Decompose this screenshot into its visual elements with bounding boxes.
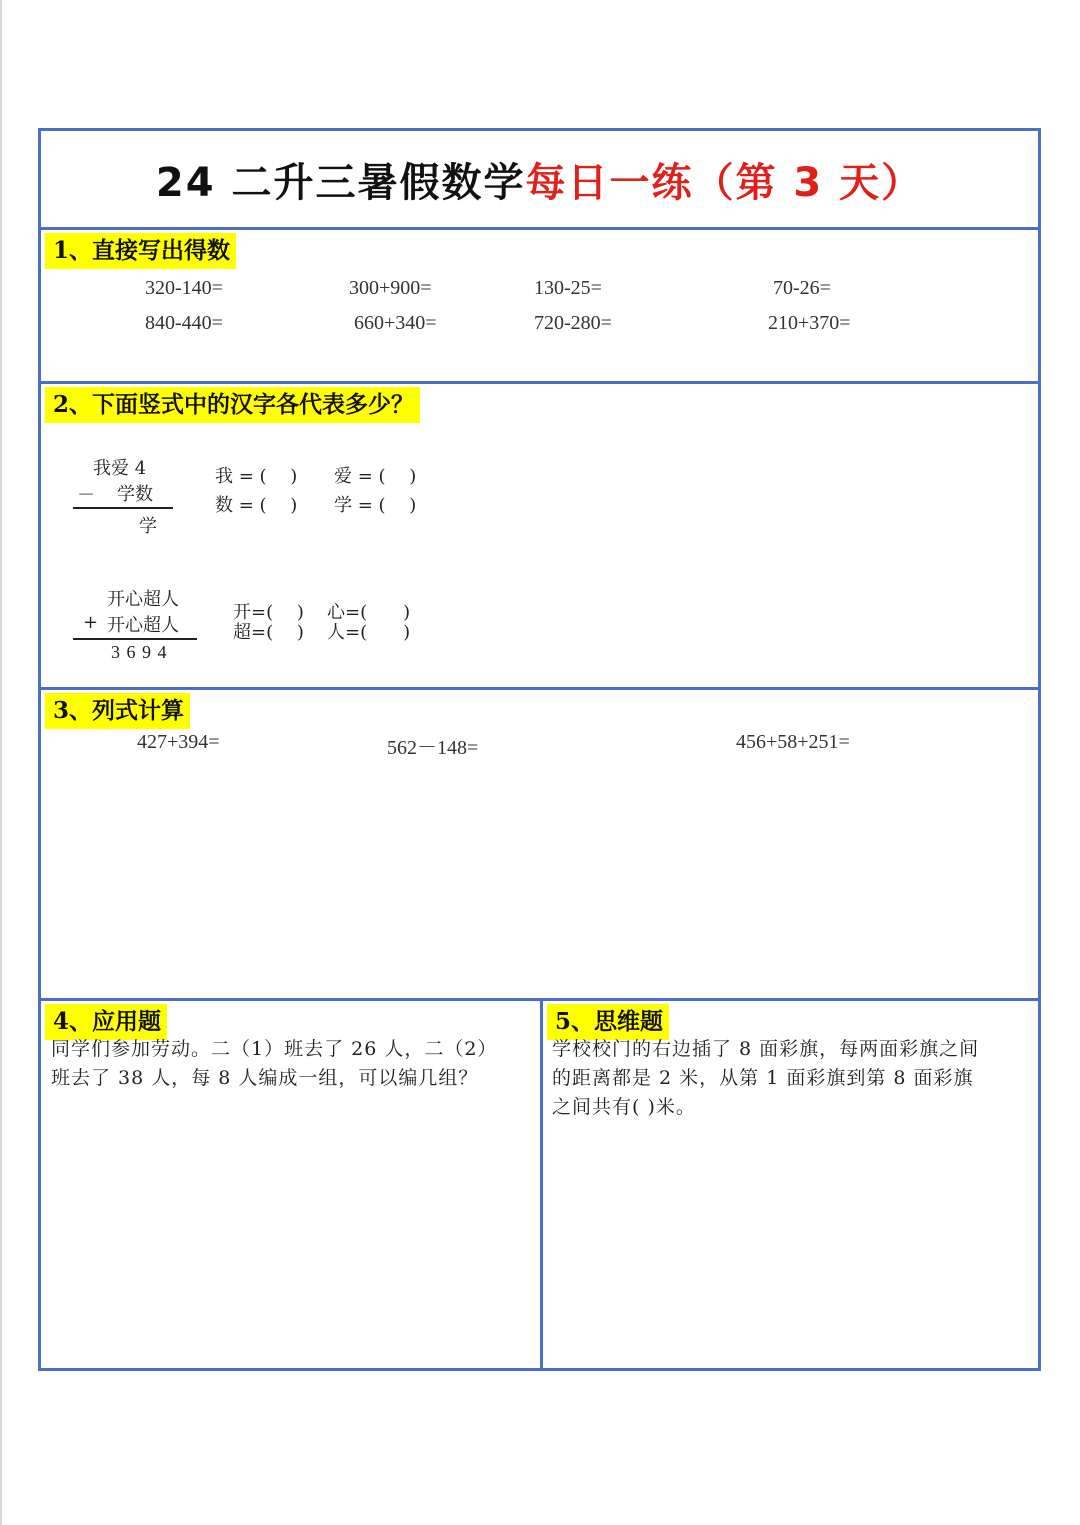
puzzle1-top: 我爱 4 — [93, 458, 147, 479]
equation: 70-26= — [773, 277, 831, 299]
equation: 130-25= — [534, 277, 602, 299]
puzzle2-second: 开心超人 — [107, 615, 179, 636]
equation: 660+340= — [354, 312, 437, 334]
puzzle1-answer: 学 = ( ) — [334, 495, 417, 516]
equation: 210+370= — [768, 312, 851, 334]
puzzle1-answer: 数 = ( ) — [215, 495, 298, 516]
puzzle2-plus-sign: + — [83, 612, 99, 633]
equation: 300+900= — [349, 277, 432, 299]
page-edge — [0, 0, 2, 1525]
section3-heading: 3、列式计算 — [45, 693, 190, 729]
puzzle1-second: 学数 — [117, 484, 153, 505]
divider — [41, 687, 1038, 690]
section4-heading: 4、应用题 — [45, 1004, 167, 1040]
section2-heading: 2、下面竖式中的汉字各代表多少？ — [45, 387, 420, 423]
equation: 427+394= — [137, 731, 220, 753]
divider — [41, 227, 1038, 230]
puzzle1-result: 学 — [139, 516, 157, 537]
puzzle2-rule — [73, 638, 197, 640]
puzzle2-answer: 心=( ) — [327, 602, 411, 623]
puzzle2-answer: 开=( ) — [233, 602, 304, 623]
title-highlight: 每日一练（第 3 天） — [525, 159, 924, 206]
puzzle2-answer: 人=( ) — [327, 622, 411, 643]
equation: 840-440= — [145, 312, 223, 334]
equation: 320-140= — [145, 277, 223, 299]
page-title — [41, 131, 1038, 227]
puzzle2-result: 3 6 9 4 — [111, 642, 168, 662]
puzzle1-rule — [73, 507, 173, 509]
puzzle1-answer: 我 = ( ) — [215, 466, 298, 487]
puzzle2-top: 开心超人 — [107, 589, 179, 610]
equation: 456+58+251= — [736, 731, 850, 753]
equation: 720-280= — [534, 312, 612, 334]
divider — [41, 381, 1038, 384]
vertical-divider — [540, 998, 543, 1368]
section4-text-line: 同学们参加劳动。二（1）班去了 26 人，二（2） — [51, 1038, 498, 1060]
section5-text-line: 学校校门的右边插了 8 面彩旗，每两面彩旗之间 — [552, 1038, 980, 1060]
section4-text-line: 班去了 38 人，每 8 人编成一组，可以编几组？ — [51, 1067, 479, 1089]
section5-heading: 5、思维题 — [547, 1004, 669, 1040]
worksheet-frame — [38, 128, 1041, 1371]
puzzle1-answer: 爱 = ( ) — [334, 466, 417, 487]
section5-text-line: 之间共有( )米。 — [552, 1096, 696, 1118]
puzzle1-minus-sign: － — [77, 485, 95, 506]
equation: 562－148= — [387, 737, 479, 759]
puzzle2-answer: 超=( ) — [233, 622, 304, 643]
section5-text-line: 的距离都是 2 米，从第 1 面彩旗到第 8 面彩旗 — [552, 1067, 974, 1089]
section1-heading: 1、直接写出得数 — [45, 233, 236, 269]
title-main: 24 二升三暑假数学 — [155, 159, 526, 206]
